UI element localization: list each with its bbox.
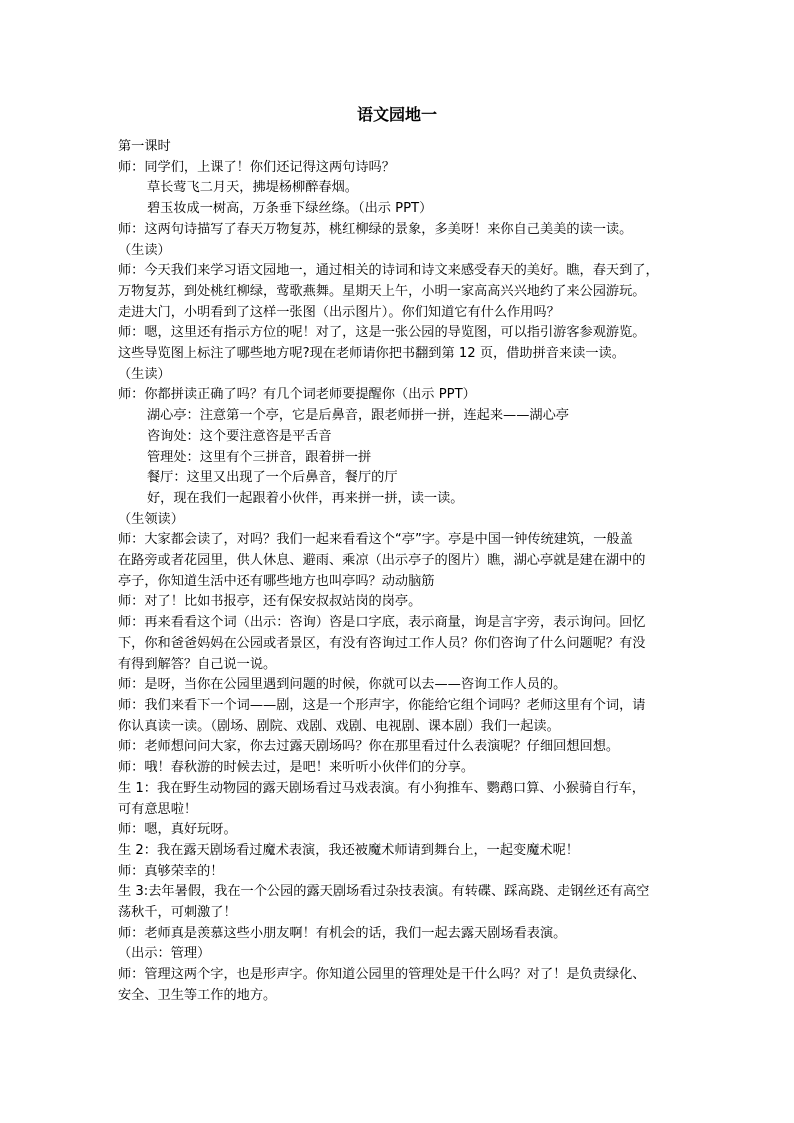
text-line: 师：真够荣幸的！ <box>118 863 224 879</box>
text-line: 有得到解答？自己说一说。 <box>118 656 277 672</box>
text-line: 师：对了！比如书报亭，还有保安叔叔站岗的岗亭。 <box>118 594 422 610</box>
text-line: 生 3:去年暑假，我在一个公园的露天剧场看过杂技表演。有转碟、踩高跷、走钢丝还有高空 <box>118 884 650 900</box>
text-line: （生领读） <box>118 511 184 527</box>
text-line: （生读） <box>118 366 171 382</box>
text-line: 师：嗯，真好玩呀。 <box>118 822 237 838</box>
text-line: 好，现在我们一起跟着小伙伴，再来拼一拼，读一读。 <box>147 490 464 506</box>
text-line: （生读） <box>118 242 171 258</box>
text-line: 亭子，你知道生活中还有哪些地方也叫亭吗？动动脑筋 <box>118 573 435 589</box>
text-line: 师：同学们，上课了！你们还记得这两句诗吗？ <box>118 159 395 175</box>
text-line: 安全、卫生等工作的地方。 <box>118 987 277 1003</box>
text-line: 碧玉妆成一树高，万条垂下绿丝绦。（出示 PPT） <box>147 201 433 217</box>
text-line: 管理处：这里有个三拼音，跟着拼一拼 <box>147 449 372 465</box>
text-line: 你认真读一读。（剧场、剧院、戏剧、戏剧、电视剧、课本剧）我们一起读。 <box>118 718 560 734</box>
text-line: 师：老师想问问大家，你去过露天剧场吗？你在那里看过什么表演呢？仔细回想回想。 <box>118 739 620 755</box>
text-line: 师：是呀，当你在公园里遇到问题的时候，你就可以去——咨询工作人员的。 <box>118 677 567 693</box>
document-title: 语文园地一 <box>356 105 437 124</box>
text-line: 生 1：我在野生动物园的露天剧场看过马戏表演。有小狗推车、鹦鹉口算、小猴骑自行车， <box>118 780 645 796</box>
text-line: 师：我们来看下一个词——剧，这是一个形声字，你能给它组个词吗？老师这里有个词，请 <box>118 697 646 713</box>
text-line: 师：哦！春秋游的时候去过，是吧！来听听小伙伴们的分享。 <box>118 760 475 776</box>
text-line: （出示：管理） <box>118 946 211 962</box>
text-line: 万物复苏，到处桃红柳绿，莺歌燕舞。星期天上午，小明一家高高兴兴地约了来公园游玩。 <box>118 283 646 299</box>
text-line: 第一课时 <box>118 139 171 154</box>
text-line: 师：管理这两个字，也是形声字。你知道公园里的管理处是干什么吗？对了！是负责绿化、 <box>118 967 646 983</box>
text-line: 下，你和爸爸妈妈在公园或者景区，有没有咨询过工作人员？你们咨询了什么问题呢？有没 <box>118 635 646 651</box>
text-line: 师：老师真是羡慕这些小朋友啊！有机会的话，我们一起去露天剧场看表演。 <box>118 925 567 941</box>
text-line: 师：再来看看这个词（出示：咨询）咨是口字底，表示商量，询是言字旁，表示询问。回忆 <box>118 615 646 631</box>
text-line: 师：大家都会读了，对吗？我们一起来看看这个“亭”字。亭是中国一钟传统建筑，一般盖 <box>118 532 633 548</box>
text-line: 咨询处：这个要注意咨是平舌音 <box>147 428 332 444</box>
text-line: 走进大门，小明看到了这样一张图（出示图片）。你们知道它有什么作用吗？ <box>118 304 560 320</box>
text-line: 师：你都拼读正确了吗？有几个词老师要提醒你（出示 PPT） <box>118 387 476 403</box>
text-line: 师：今天我们来学习语文园地一，通过相关的诗词和诗文来感受春天的美好。瞧，春天到了， <box>118 263 659 279</box>
text-line: 这些导览图上标注了哪些地方呢?现在老师请你把书翻到第 12 页，借助拼音来读一读。 <box>118 346 625 362</box>
text-line: 在路旁或者花园里，供人休息、避雨、乘凉（出示亭子的图片）瞧，湖心亭就是建在湖中的 <box>118 553 646 569</box>
text-line: 生 2：我在露天剧场看过魔术表演，我还被魔术师请到舞台上，一起变魔术呢！ <box>118 842 579 858</box>
text-line: 可有意思啦！ <box>118 801 198 817</box>
text-line: 师：嗯，这里还有指示方位的呢！对了，这是一张公园的导览图，可以指引游客参观游览。 <box>118 325 646 341</box>
document-body <box>118 137 688 1007</box>
text-line: 草长莺飞二月天，拂堤杨柳醉春烟。 <box>147 180 358 196</box>
text-line: 餐厅：这里又出现了一个后鼻音，餐厅的厅 <box>147 470 398 486</box>
text-line: 师：这两句诗描写了春天万物复苏，桃红柳绿的景象，多美呀！来你自己美美的读一读。 <box>118 221 633 237</box>
text-line: 荡秋千，可刺激了！ <box>118 905 237 921</box>
text-line: 湖心亭：注意第一个亭，它是后鼻音，跟老师拼一拼，连起来——湖心亭 <box>147 408 569 424</box>
